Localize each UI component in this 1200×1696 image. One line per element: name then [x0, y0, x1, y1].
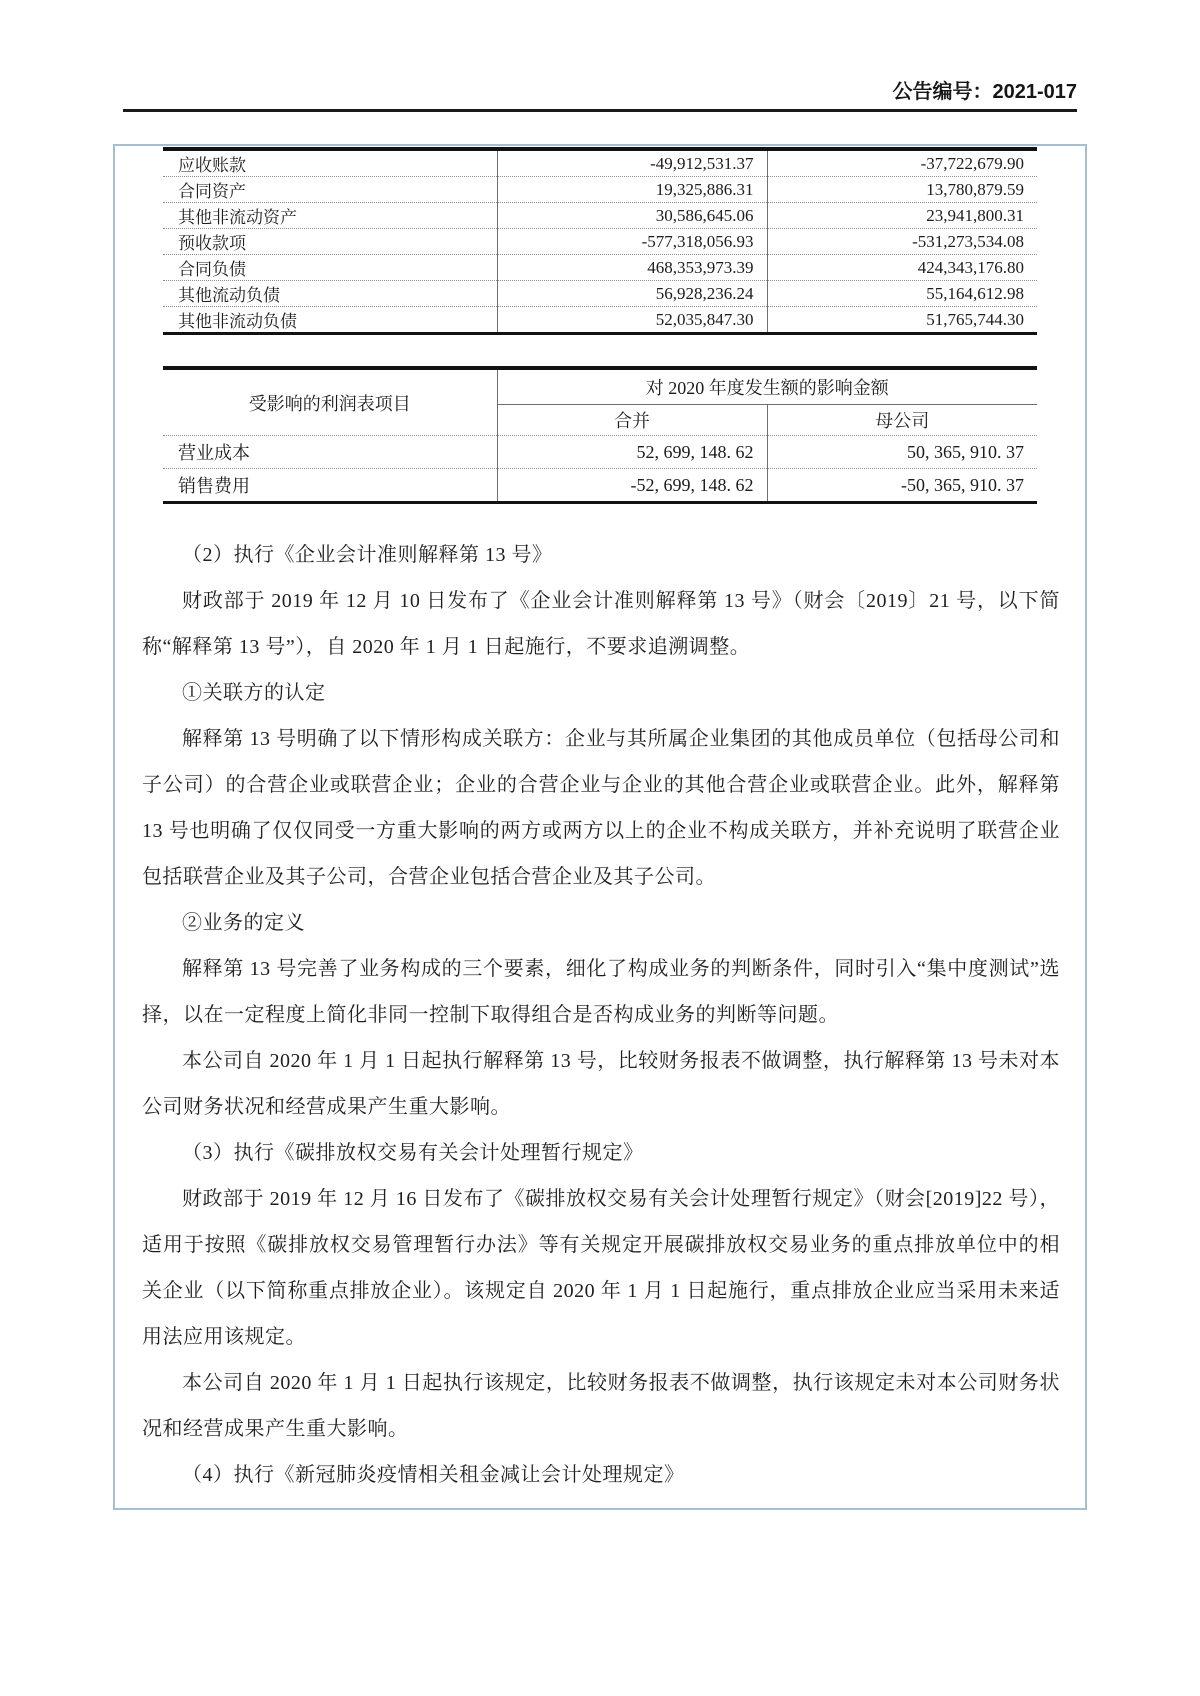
parent-value: -531,273,534.08: [767, 229, 1037, 255]
consolidated-value: 52,035,847.30: [497, 307, 767, 334]
paragraph: 财政部于 2019 年 12 月 16 日发布了《碳排放权交易有关会计处理暂行规定》（财会[2019]22 号），适用于按照《碳排放权交易管理暂行办法》等有关规定开展碳排放权交易业务的重点排放单位中的相关企业（以下简称重点排放企业）。该规定自 2020 年 1 月 1 日起施行，重点排放企业应当采用未来适用法应用该规定。: [142, 1188, 1060, 1348]
announcement-number: 公告编号：2021-017: [892, 81, 1077, 103]
section-heading-2: （2）执行《企业会计准则解释第 13 号》: [182, 544, 553, 566]
item-label: 营业成本: [178, 443, 250, 463]
consolidated-value: 468,353,973.39: [497, 255, 767, 281]
column-header-parent: 母公司: [767, 405, 1037, 436]
item-label: 销售费用: [163, 469, 497, 503]
item-label: 预收款项: [163, 229, 497, 255]
consolidated-value: -52, 699, 148. 62: [497, 469, 767, 503]
consolidated-value: 30,586,645.06: [497, 203, 767, 229]
table-header-row: [163, 368, 1037, 405]
parent-value: 424,343,176.80: [767, 255, 1037, 281]
section-heading-4: （4）执行《新冠肺炎疫情相关租金减让会计处理规定》: [182, 1464, 685, 1486]
column-header-item: 受影响的利润表项目: [163, 368, 497, 436]
item-label: 其他流动负债: [163, 281, 497, 307]
paragraph: 本公司自 2020 年 1 月 1 日起执行解释第 13 号，比较财务报表不做调整，执行解释第 13 号未对本公司财务状况和经营成果产生重大影响。: [142, 1050, 1060, 1118]
item-label: 其他非流动负债: [163, 307, 497, 334]
parent-value: -50, 365, 910. 37: [767, 469, 1037, 503]
body-text: [142, 532, 1060, 1498]
subheading-related-party: ①关联方的认定: [182, 682, 326, 704]
parent-value: 23,941,800.31: [767, 203, 1037, 229]
table-row: [163, 255, 1037, 281]
table-row: [163, 203, 1037, 229]
table-row: [163, 229, 1037, 255]
table-row: [163, 436, 1037, 469]
item-label: 应收账款: [178, 156, 246, 175]
table-row: [163, 469, 1037, 503]
header-divider: [123, 109, 1077, 112]
column-header-impact-amount: 对 2020 年度发生额的影响金额: [497, 368, 1037, 405]
balance-sheet-adjustment-table: [163, 147, 1037, 335]
parent-value: -37,722,679.90: [767, 149, 1037, 177]
table-row: [163, 307, 1037, 334]
consolidated-value: 56,928,236.24: [497, 281, 767, 307]
content-border-box: [113, 144, 1087, 1510]
table-row: [163, 177, 1037, 203]
paragraph: 解释第 13 号明确了以下情形构成关联方：企业与其所属企业集团的其他成员单位（包括母公司和子公司）的合营企业或联营企业；企业的合营企业与企业的其他合营企业或联营企业。此外，解释第 13 号也明确了仅仅同受一方重大影响的两方或两方以上的企业不构成关联方，并补充说明了联营企业包括联营企业及其子公司，合营企业包括合营企业及其子公司。: [142, 728, 1060, 888]
item-label: 合同负债: [163, 255, 497, 281]
item-label: 其他非流动资产: [163, 203, 497, 229]
consolidated-value: 19,325,886.31: [497, 177, 767, 203]
consolidated-value: -49,912,531.37: [497, 149, 767, 177]
subheading-business-definition: ②业务的定义: [182, 912, 305, 934]
table-row: [163, 149, 1037, 177]
parent-value: 55,164,612.98: [767, 281, 1037, 307]
income-statement-impact-table: [163, 366, 1037, 504]
table-row: [163, 281, 1037, 307]
parent-value: 13,780,879.59: [767, 177, 1037, 203]
consolidated-value: 52, 699, 148. 62: [497, 436, 767, 469]
item-label: 合同资产: [163, 177, 497, 203]
paragraph: 本公司自 2020 年 1 月 1 日起执行该规定，比较财务报表不做调整，执行该规定未对本公司财务状况和经营成果产生重大影响。: [142, 1372, 1060, 1440]
paragraph: 解释第 13 号完善了业务构成的三个要素，细化了构成业务的判断条件，同时引入“集中度测试”选择，以在一定程度上简化非同一控制下取得组合是否构成业务的判断等问题。: [142, 958, 1060, 1026]
parent-value: 51,765,744.30: [767, 307, 1037, 334]
paragraph: 财政部于 2019 年 12 月 10 日发布了《企业会计准则解释第 13 号》（财会〔2019〕21 号，以下简称“解释第 13 号”），自 2020 年 1 月 1 日起施行，不要求追溯调整。: [142, 590, 1060, 658]
parent-value: 50, 365, 910. 37: [767, 436, 1037, 469]
column-header-consolidated: 合并: [497, 405, 767, 436]
section-heading-3: （3）执行《碳排放权交易有关会计处理暂行规定》: [182, 1142, 644, 1164]
consolidated-value: -577,318,056.93: [497, 229, 767, 255]
